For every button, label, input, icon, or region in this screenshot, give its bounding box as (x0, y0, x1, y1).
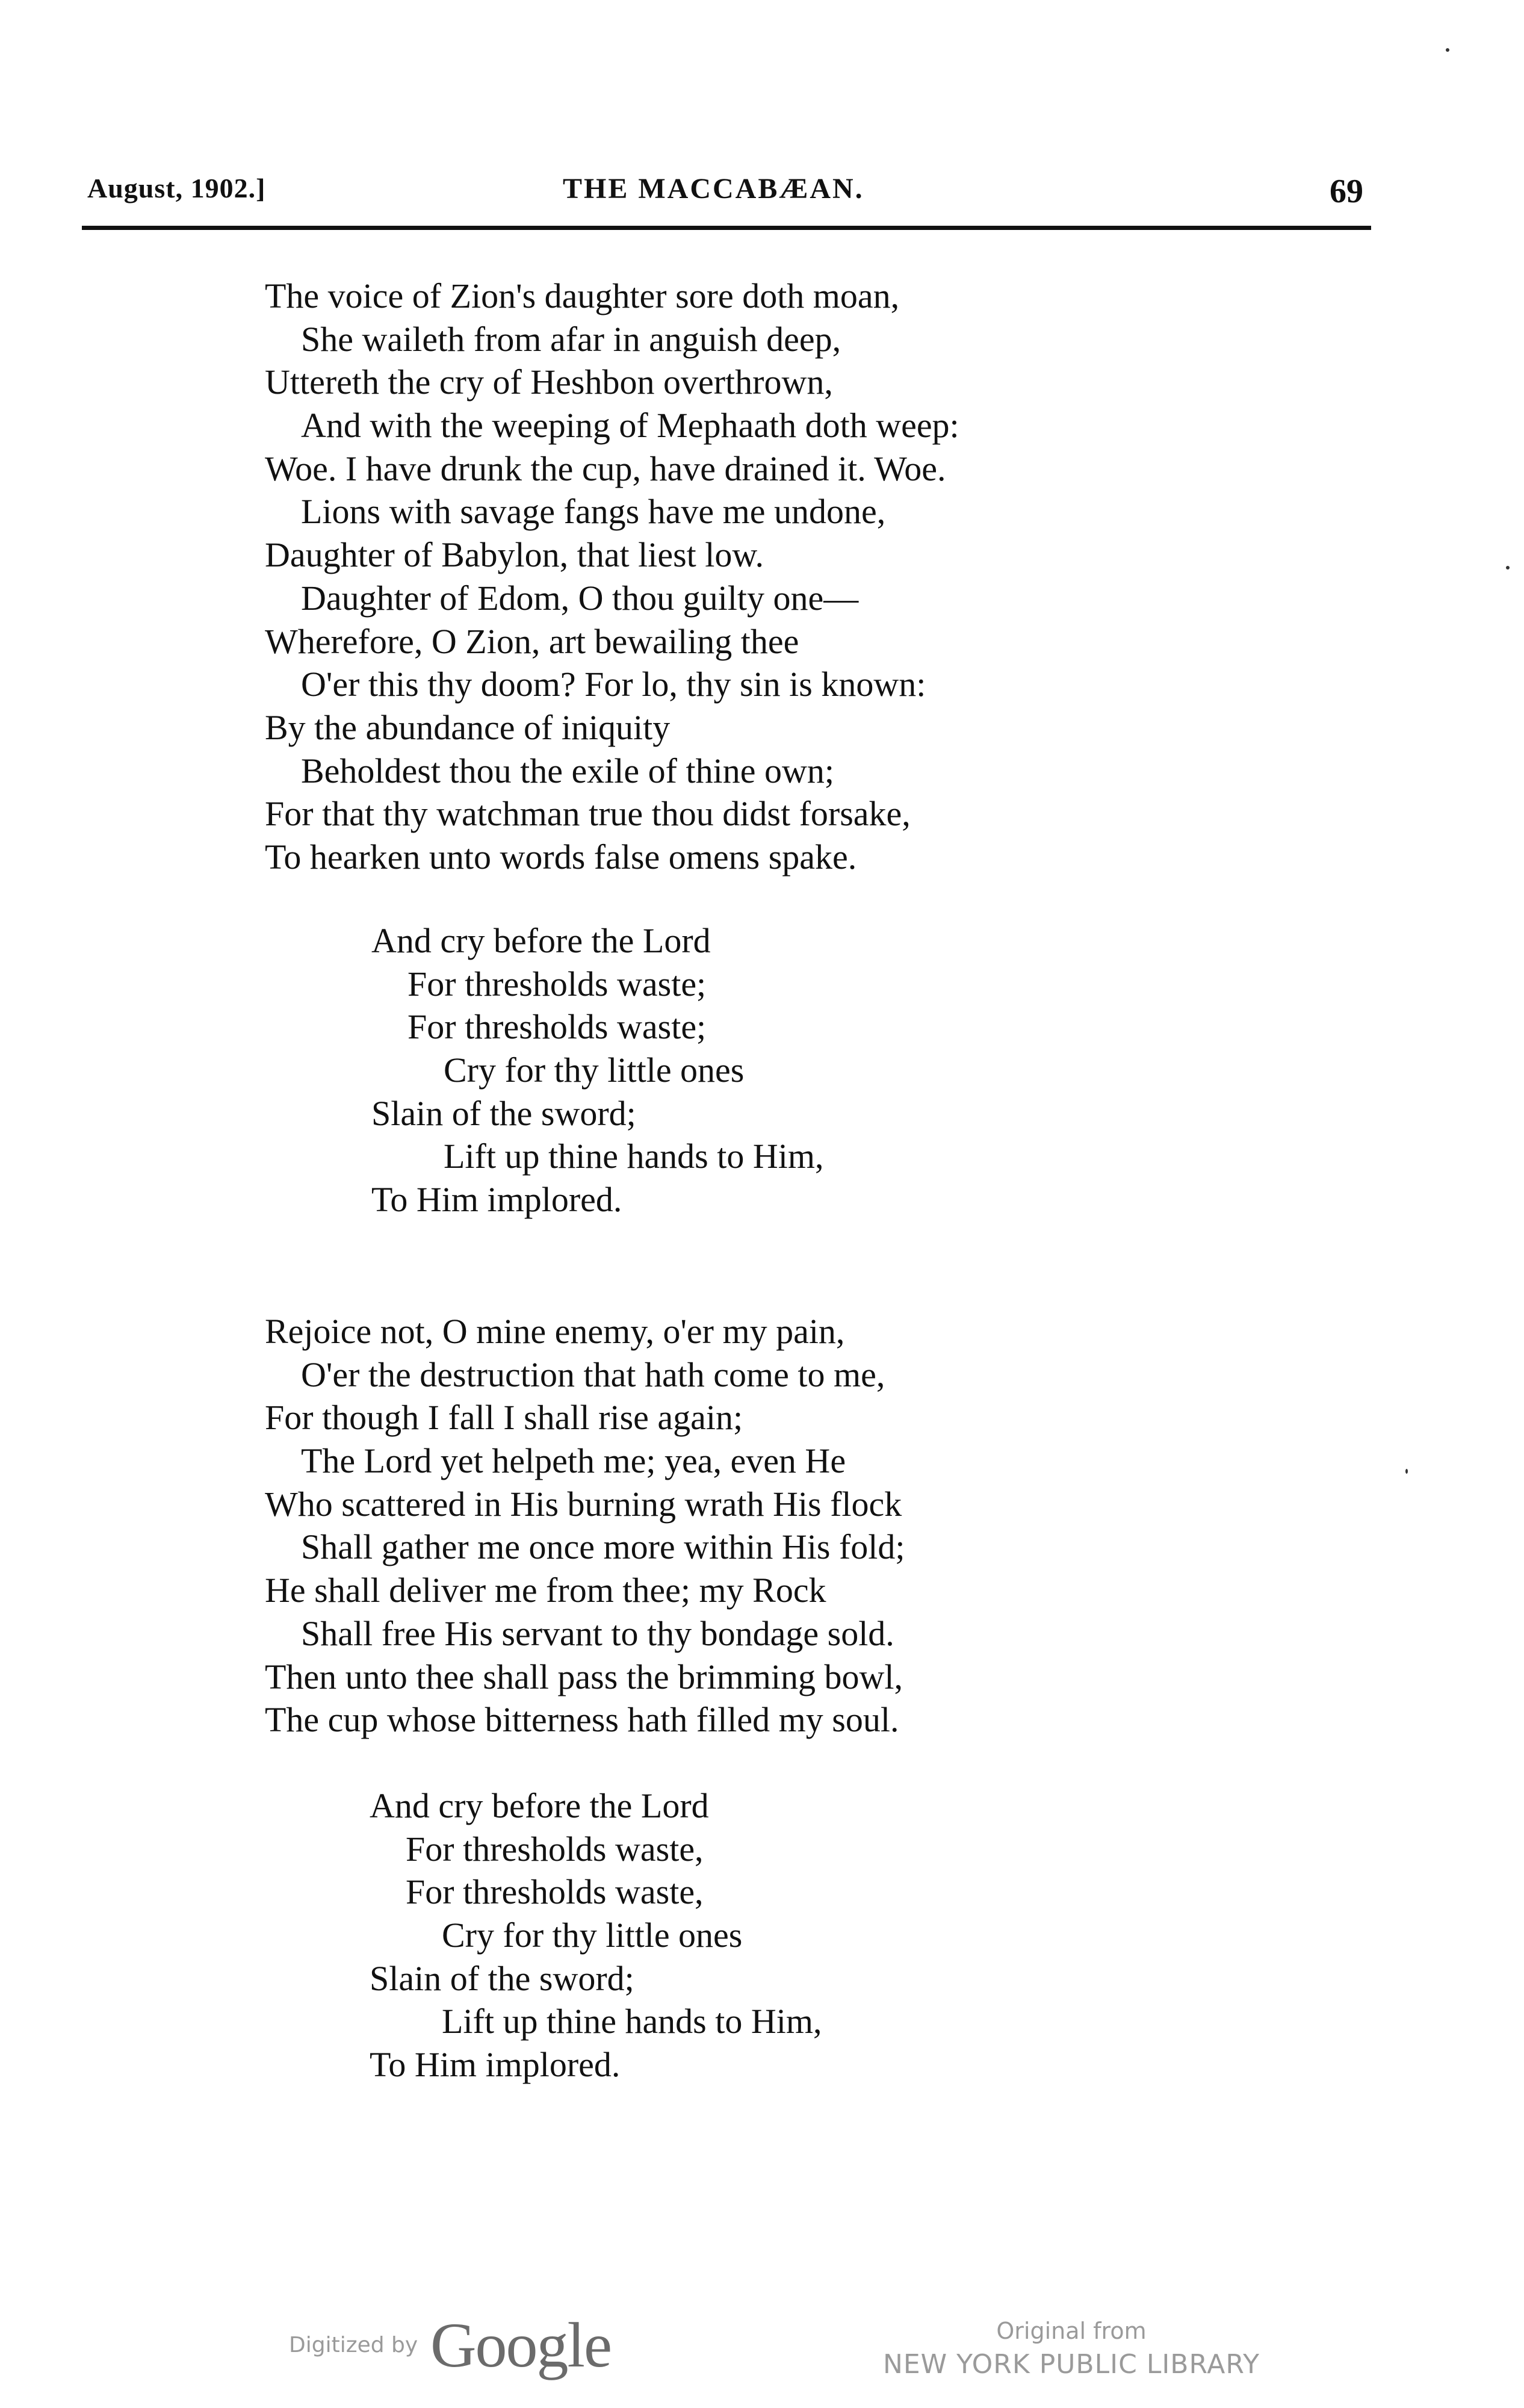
verse-line: Then unto thee shall pass the brimming bowl, (265, 1657, 903, 1696)
original-from-label: Original from (996, 2318, 1147, 2344)
verse-line: To Him implored. (370, 2045, 621, 2085)
verse-line: For that thy watchman true thou didst forsake, (265, 794, 911, 834)
verse-line: Who scattered in His burning wrath His flock (265, 1484, 902, 1524)
scan-speck (1446, 48, 1449, 52)
verse-line: The Lord yet helpeth me; yea, even He (301, 1441, 846, 1481)
verse-line: Slain of the sword; (371, 1093, 636, 1133)
stanza-2 (265, 1310, 905, 1742)
running-header (87, 172, 1369, 208)
verse-line: Slain of the sword; (370, 1958, 634, 1998)
verse-line: For thresholds waste; (407, 964, 707, 1004)
header-rule (82, 226, 1371, 230)
verse-line: Wherefore, O Zion, art bewailing thee (265, 621, 799, 661)
verse-line: And cry before the Lord (370, 1786, 709, 1825)
library-watermark (879, 2315, 1264, 2383)
verse-line: Daughter of Babylon, that liest low. (265, 535, 764, 575)
refrain-2 (370, 1784, 822, 2087)
scan-speck (1506, 566, 1510, 569)
verse-line: Lift up thine hands to Him, (442, 2002, 822, 2041)
verse-line: Shall gather me once more within His fold; (301, 1527, 905, 1567)
verse-line: O'er the destruction that hath come to me, (301, 1354, 885, 1394)
verse-line: Cry for thy little ones (442, 1916, 743, 1955)
page-number: 69 (1330, 173, 1363, 210)
verse-line: The voice of Zion's daughter sore doth moan, (265, 276, 900, 315)
verse-line: He shall deliver me from thee; my Rock (265, 1571, 826, 1610)
journal-title: THE MACCABÆAN. (563, 173, 864, 205)
verse-line: To hearken unto words false omens spake. (265, 837, 857, 877)
verse-line: Lift up thine hands to Him, (444, 1137, 824, 1176)
verse-line: Rejoice not, O mine enemy, o'er my pain, (265, 1312, 845, 1351)
header-date: August, 1902.] (87, 173, 266, 203)
verse-line: Shall free His servant to thy bondage sold. (301, 1613, 894, 1653)
verse-line: The cup whose bitterness hath filled my soul. (265, 1700, 899, 1740)
digitized-by-label: Digitized by (289, 2333, 418, 2357)
google-logo: Google (430, 2310, 612, 2380)
verse-line: Uttereth the cry of Heshbon overthrown, (265, 362, 833, 402)
verse-line: And with the weeping of Mephaath doth weep: (301, 406, 959, 445)
verse-line: Woe. I have drunk the cup, have drained it. Woe. (265, 448, 946, 488)
verse-line: And cry before the Lord (371, 921, 711, 960)
verse-line: O'er this thy doom? For lo, thy sin is known: (301, 665, 926, 704)
verse-line: Beholdest thou the exile of thine own; (301, 751, 834, 790)
verse-line: Daughter of Edom, O thou guilty one— (301, 578, 859, 618)
verse-line: For thresholds waste, (406, 1872, 704, 1912)
verse-line: She waileth from afar in anguish deep, (301, 319, 841, 359)
verse-line: For though I fall I shall rise again; (265, 1398, 743, 1438)
scan-speck (1405, 1469, 1408, 1474)
verse-line: For thresholds waste; (407, 1007, 707, 1047)
verse-line: By the abundance of iniquity (265, 707, 671, 747)
refrain-1 (371, 919, 824, 1221)
verse-line: For thresholds waste, (406, 1829, 704, 1869)
verse-line: Cry for thy little ones (444, 1050, 745, 1090)
verse-line: To Him implored. (371, 1180, 622, 1220)
library-name: NEW YORK PUBLIC LIBRARY (882, 2349, 1260, 2380)
stanza-1 (265, 275, 959, 879)
verse-line: Lions with savage fangs have me undone, (301, 492, 886, 532)
